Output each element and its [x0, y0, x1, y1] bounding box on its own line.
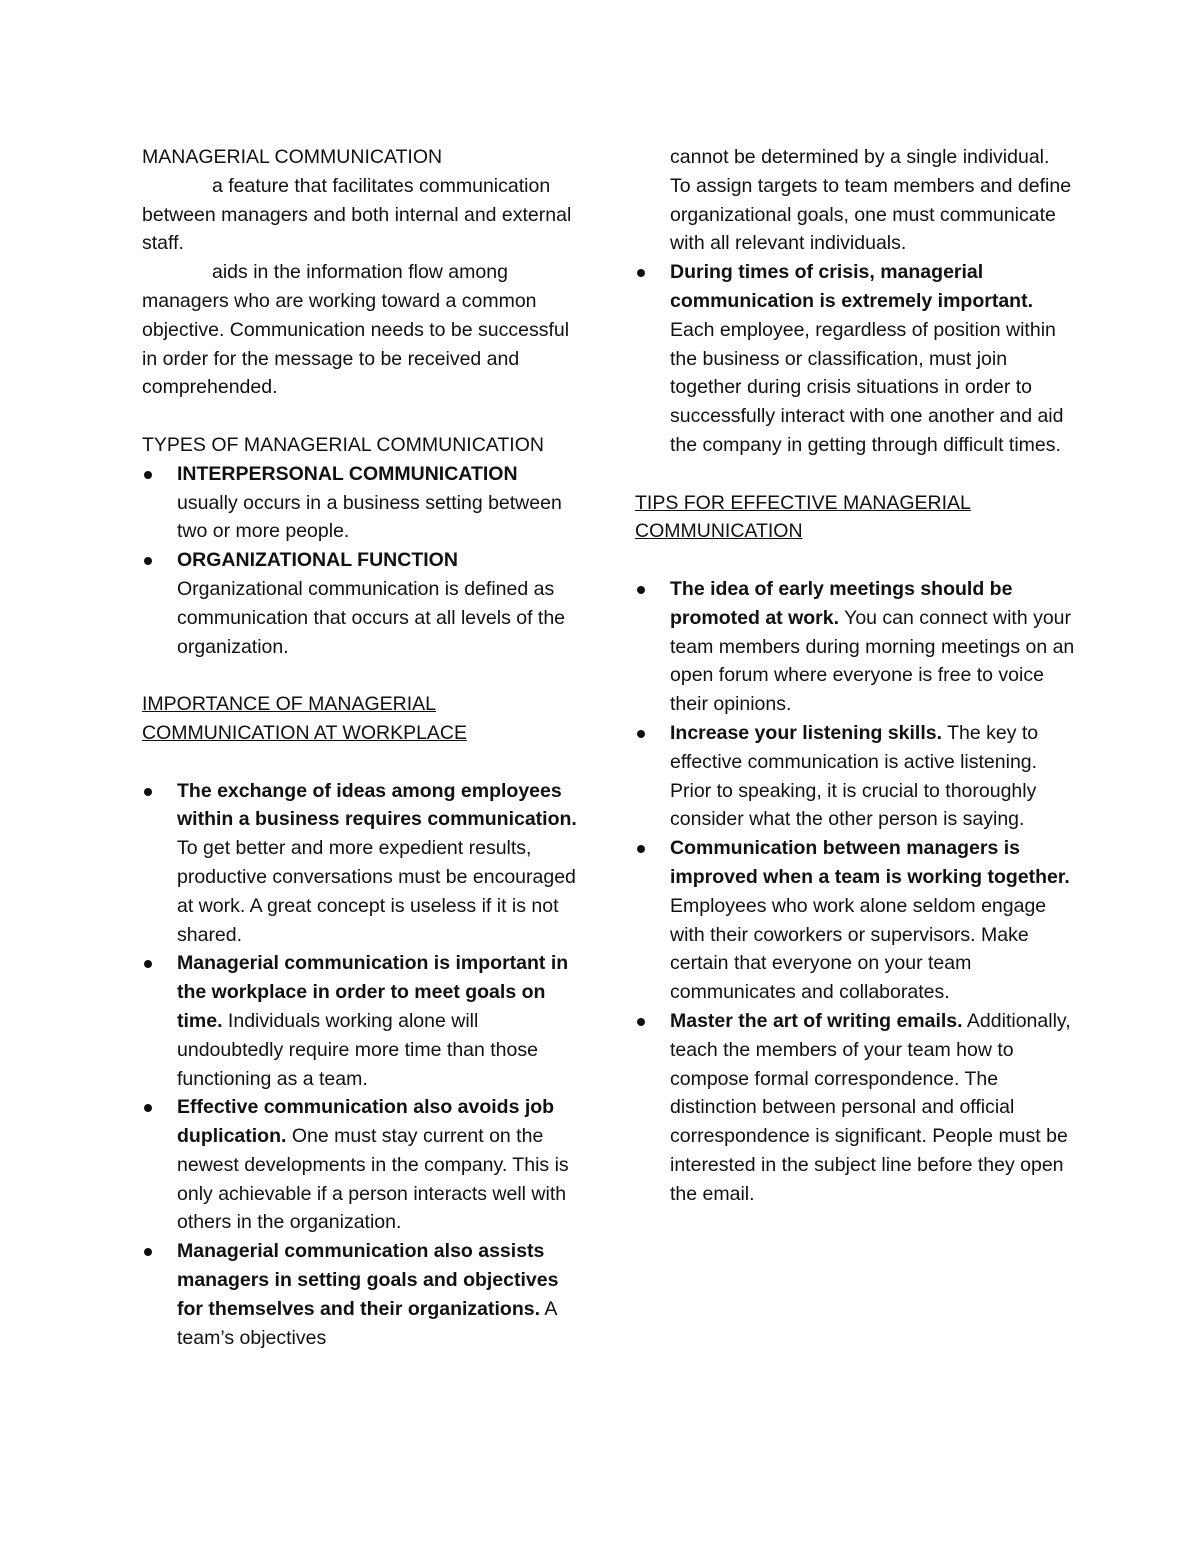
- importance-heading: IMPORTANCE OF MANAGERIAL COMMUNICATION AT WORKPLACE: [142, 693, 468, 744]
- type-title: INTERPERSONAL COMMUNICATION: [177, 462, 518, 485]
- left-column: [142, 143, 582, 1352]
- spacer: [142, 748, 582, 777]
- types-list: [142, 460, 582, 662]
- list-item: [635, 575, 1075, 719]
- list-item: [142, 546, 582, 661]
- list-item: [635, 1007, 1075, 1209]
- importance-list: [142, 777, 582, 1353]
- item-text: To get better and more expedient results, productive conversations must be encouraged at work. A great concept is useless if it is not shared.: [177, 837, 576, 946]
- list-item: [635, 834, 1075, 1007]
- list-item: [142, 1237, 582, 1352]
- item-text: Additionally, teach the members of your team how to compose formal correspondence. The distinction between personal and official correspondence is significant. People must be interested in the subject line before they open the email.: [670, 1009, 1071, 1205]
- bullet-icon: [144, 960, 152, 968]
- crisis-list: [635, 258, 1075, 460]
- tips-heading: TIPS FOR EFFECTIVE MANAGERIAL COMMUNICATION: [635, 491, 971, 543]
- bullet-icon: [144, 557, 152, 565]
- item-text: The key to effective communication is active listening. Prior to speaking, it is crucial to thoroughly consider what the other person is saying.: [670, 721, 1039, 831]
- item-text: Individuals working alone will undoubtedly require more time than those functioning as a team.: [177, 1009, 538, 1090]
- item-bold: Managerial communication also assists managers in setting goals and objectives for themselves and their organizations.: [177, 1240, 559, 1320]
- bullet-icon: [637, 586, 645, 594]
- item-bold: Master the art of writing emails.: [670, 1009, 963, 1032]
- item-text: You can connect with your team members during morning meetings on an open forum where everyone is free to voice their opinions.: [670, 606, 1075, 716]
- item-bold: The exchange of ideas among employees within a business requires communication.: [177, 779, 577, 831]
- bullet-icon: [144, 471, 152, 479]
- spacer: [142, 402, 582, 431]
- document-title: MANAGERIAL COMMUNICATION: [142, 146, 443, 168]
- type-title: ORGANIZATIONAL FUNCTION: [177, 549, 458, 572]
- spacer: [142, 661, 582, 690]
- list-item: [142, 1093, 582, 1237]
- item-bold: During times of crisis, managerial communication is extremely important.: [670, 261, 1034, 312]
- item-bold: The idea of early meetings should be promoted at work.: [670, 577, 1013, 629]
- tips-list: [635, 575, 1075, 1209]
- item-bold: Increase your listening skills.: [670, 721, 943, 744]
- list-item: [142, 949, 582, 1093]
- bullet-icon: [144, 788, 152, 796]
- spacer: [635, 546, 1075, 575]
- continuation-paragraph: cannot be determined by a single individual. To assign targets to team members and define organizational goals, one must communicate with all relevant individuals.: [670, 146, 1072, 255]
- type-text: usually occurs in a business setting between two or more people.: [177, 491, 562, 543]
- spacer: [635, 460, 1075, 489]
- bullet-icon: [637, 845, 645, 853]
- definition-paragraph-1: a feature that facilitates communication between managers and both internal and external staff.: [142, 174, 572, 255]
- right-column: [635, 143, 1075, 1208]
- list-item: [635, 719, 1075, 834]
- item-bold: Effective communication also avoids job duplication.: [177, 1096, 555, 1148]
- bullet-icon: [637, 730, 645, 738]
- list-item: [142, 777, 582, 950]
- bullet-icon: [637, 1018, 645, 1026]
- list-item: [635, 258, 1075, 460]
- item-text: A team’s objectives: [177, 1297, 557, 1349]
- item-text: Employees who work alone seldom engage with their coworkers or supervisors. Make certain that everyone on your team communicates and collaborates.: [670, 894, 1047, 1004]
- item-bold: Communication between managers is improved when a team is working together.: [670, 837, 1070, 888]
- item-bold: Managerial communication is important in the workplace in order to meet goals on time.: [177, 952, 569, 1032]
- list-item: [142, 460, 582, 546]
- item-text: One must stay current on the newest developments in the company. This is only achievable if a person interacts well with others in the organization.: [177, 1125, 569, 1234]
- type-text: Organizational communication is defined as communication that occurs at all levels of the organization.: [177, 577, 566, 658]
- bullet-icon: [637, 269, 645, 277]
- bullet-icon: [144, 1104, 152, 1112]
- definition-paragraph-2: aids in the information flow among managers who are working toward a common objective. Communication needs to be successful in order for the message to be received and comprehended.: [142, 261, 570, 399]
- item-text: Each employee, regardless of position within the business or classification, must join together during crisis situations in order to successfully interact with one another and aid the company in getting through difficult times.: [670, 318, 1064, 456]
- types-heading: TYPES OF MANAGERIAL COMMUNICATION: [142, 433, 544, 456]
- bullet-icon: [144, 1248, 152, 1256]
